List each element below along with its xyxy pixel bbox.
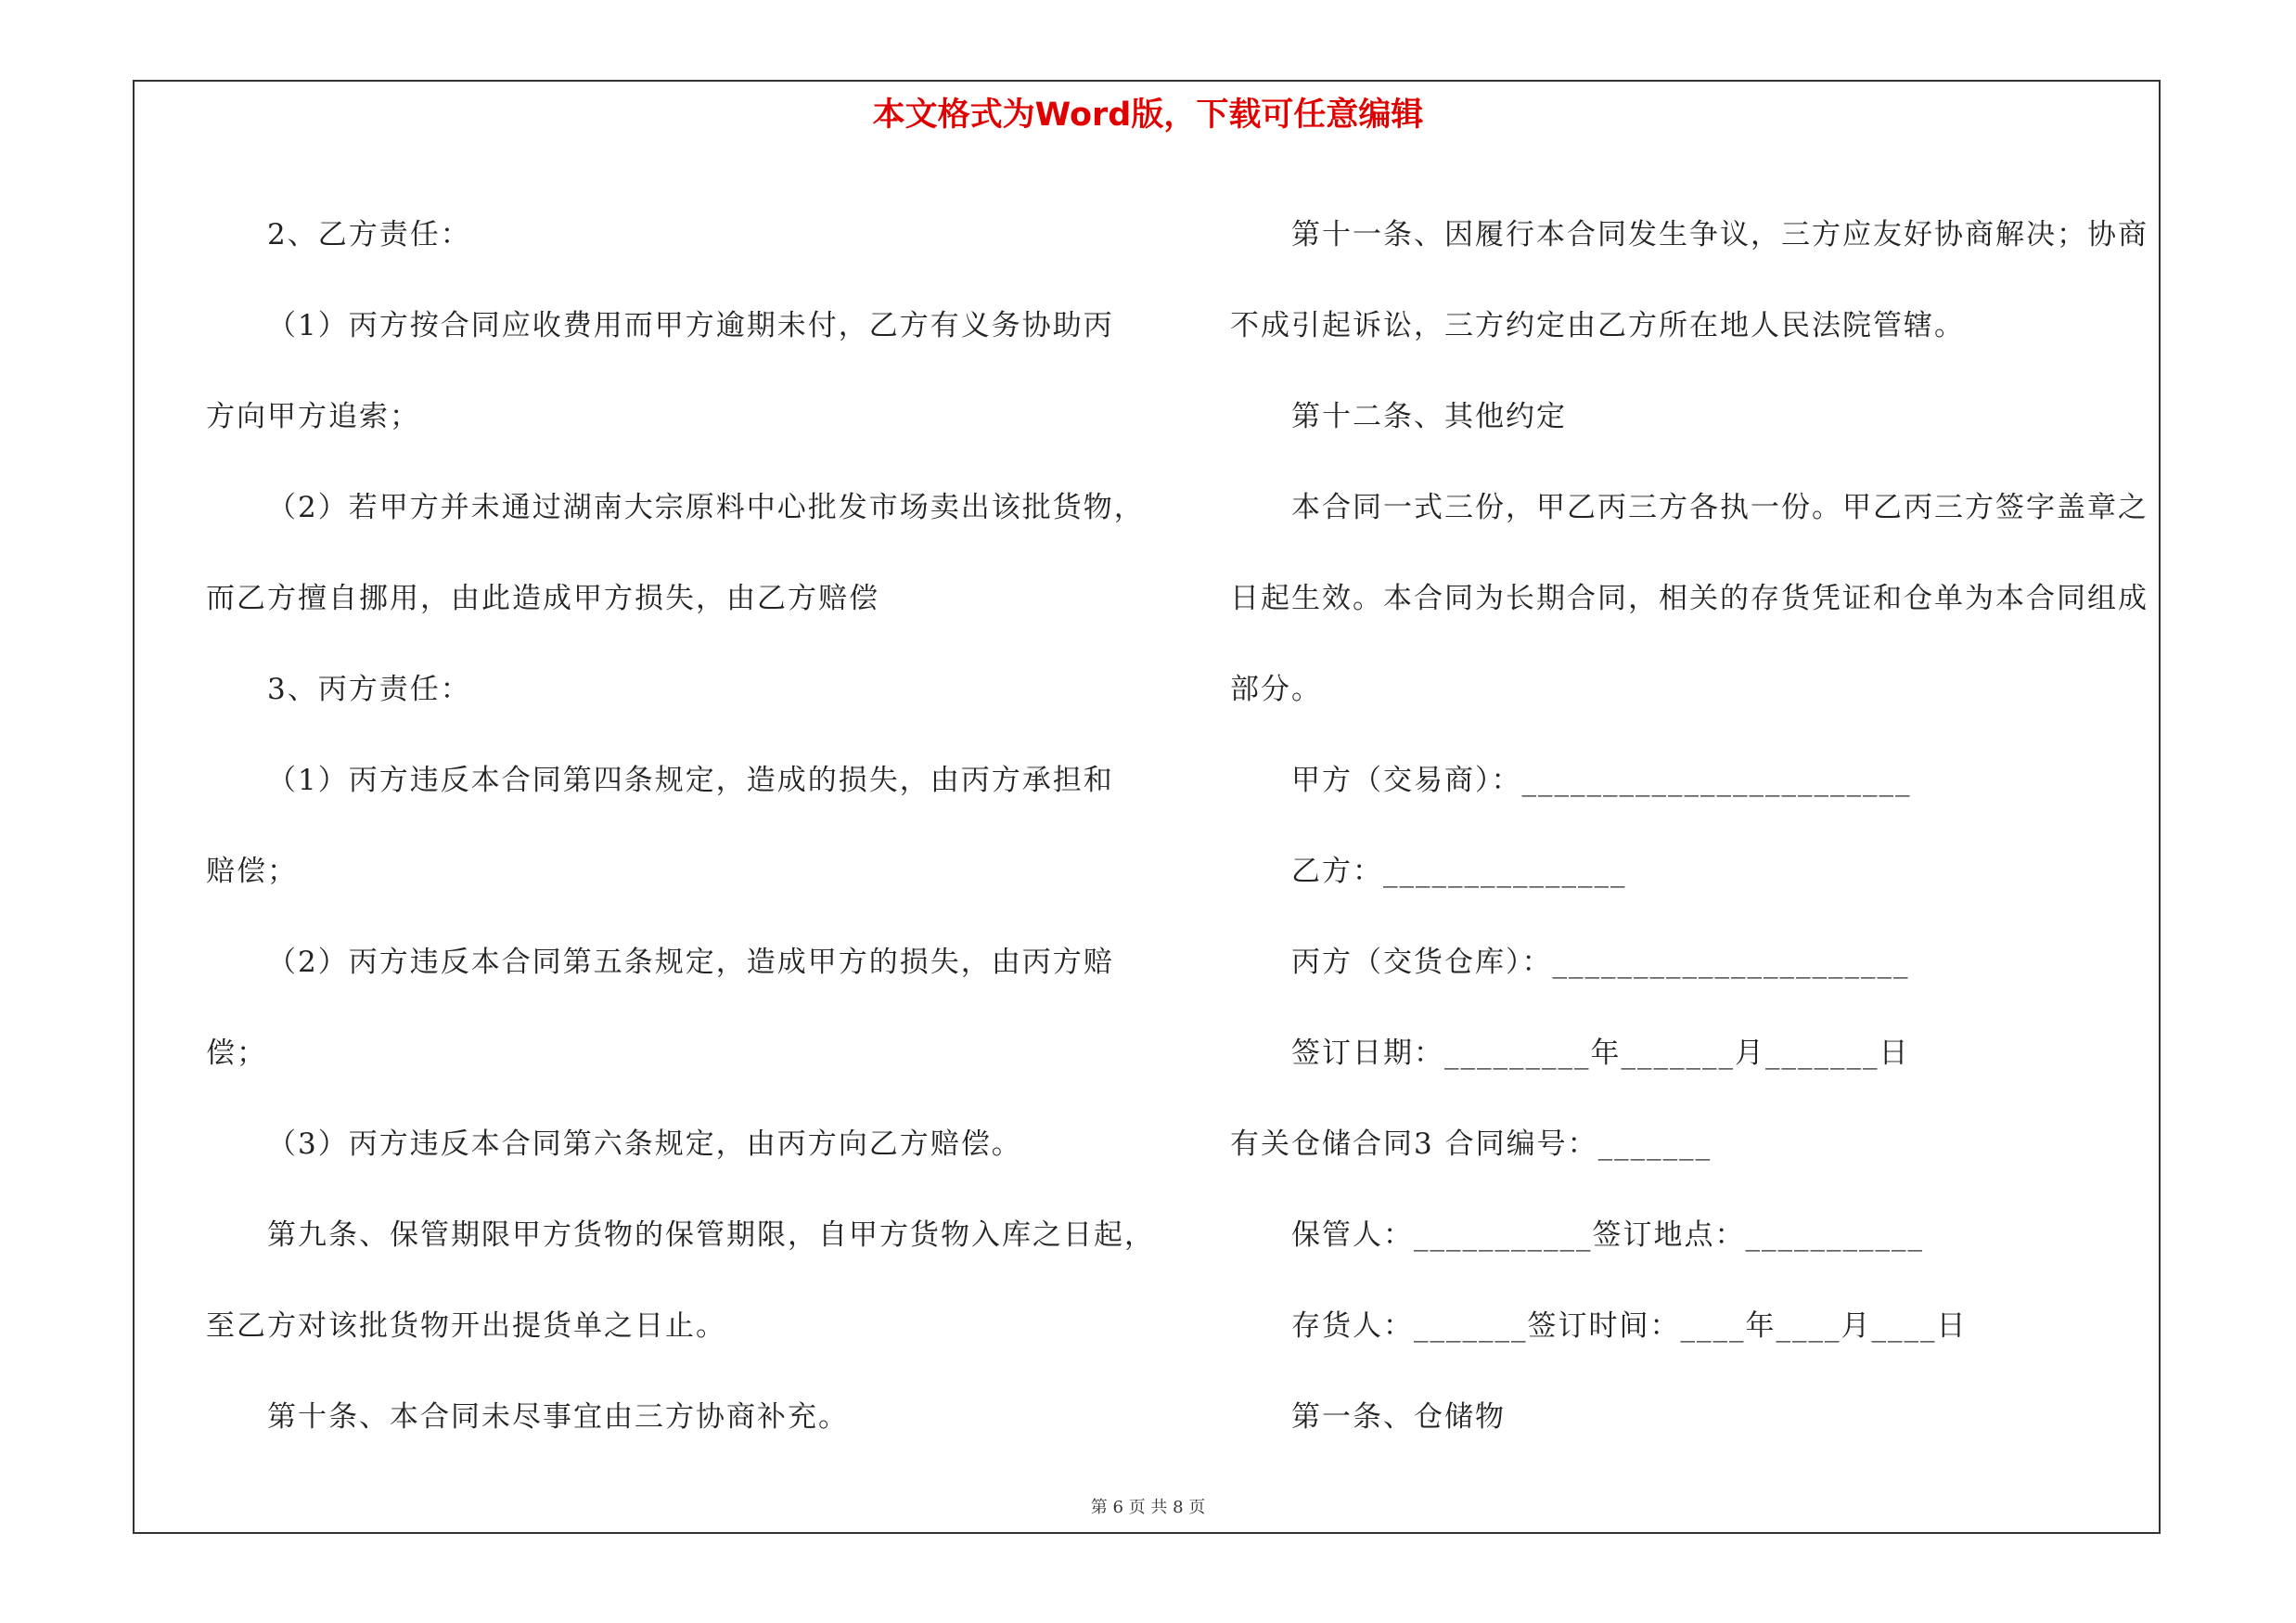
paragraph-line: 保管人：___________签订地点：___________	[1291, 1218, 1924, 1252]
paragraph-line: 第十一条、因履行本合同发生争议，三方应友好协商解决；协商	[1291, 218, 2148, 251]
paragraph-line: 方向甲方追索；	[206, 400, 420, 433]
paragraph-line: 至乙方对该批货物开出提货单之日止。	[206, 1309, 726, 1343]
right-column	[1230, 189, 2158, 1462]
paragraph-line: 3、丙方责任：	[267, 673, 471, 706]
paragraph-line: 甲方（交易商）：________________________	[1291, 764, 1912, 797]
left-column	[206, 189, 1155, 1462]
paragraph-line: 偿；	[206, 1037, 267, 1070]
paragraph-line: （1）丙方违反本合同第四条规定，造成的损失，由丙方承担和	[267, 764, 1114, 797]
paragraph-line: （2）若甲方并未通过湖南大宗原料中心批发市场卖出该批货物，	[267, 491, 1145, 524]
paragraph-line: 有关仓储合同3 合同编号：_______	[1230, 1127, 1712, 1161]
paragraph-line: （3）丙方违反本合同第六条规定，由丙方向乙方赔偿。	[267, 1127, 1022, 1161]
paragraph-line: 不成引起诉讼，三方约定由乙方所在地人民法院管辖。	[1230, 309, 1965, 342]
paragraph-line: （1）丙方按合同应收费用而甲方逾期未付，乙方有义务协助丙	[267, 309, 1114, 342]
paragraph-line: 存货人：_______签订时间：____年____月____日	[1291, 1309, 1968, 1343]
paragraph-line: 第十二条、其他约定	[1291, 400, 1567, 433]
paragraph-line: （2）丙方违反本合同第五条规定，造成甲方的损失，由丙方赔	[267, 946, 1114, 979]
paragraph-line: 2、乙方责任：	[267, 218, 471, 251]
paragraph-line: 日起生效。本合同为长期合同，相关的存货凭证和仓单为本合同组成	[1230, 582, 2148, 615]
paragraph-line: 部分。	[1230, 673, 1322, 706]
paragraph-line: 赔偿；	[206, 855, 298, 888]
format-banner: 本文格式为Word版，下载可任意编辑	[872, 97, 1424, 134]
paragraph-line: 签订日期：_________年_______月_______日	[1291, 1037, 1910, 1070]
paragraph-line: 乙方：_______________	[1291, 855, 1627, 888]
paragraph-line: 第一条、仓储物	[1291, 1400, 1506, 1434]
paragraph-line: 第九条、保管期限甲方货物的保管期限，自甲方货物入库之日起，	[267, 1218, 1155, 1252]
page-number: 第 6 页 共 8 页	[1090, 1498, 1206, 1517]
paragraph-line: 而乙方擅自挪用，由此造成甲方损失，由乙方赔偿	[206, 582, 879, 615]
paragraph-line: 第十条、本合同未尽事宜由三方协商补充。	[267, 1400, 849, 1434]
paragraph-line: 本合同一式三份，甲乙丙三方各执一份。甲乙丙三方签字盖章之	[1291, 491, 2148, 524]
paragraph-line: 丙方（交货仓库）：______________________	[1291, 946, 1910, 979]
